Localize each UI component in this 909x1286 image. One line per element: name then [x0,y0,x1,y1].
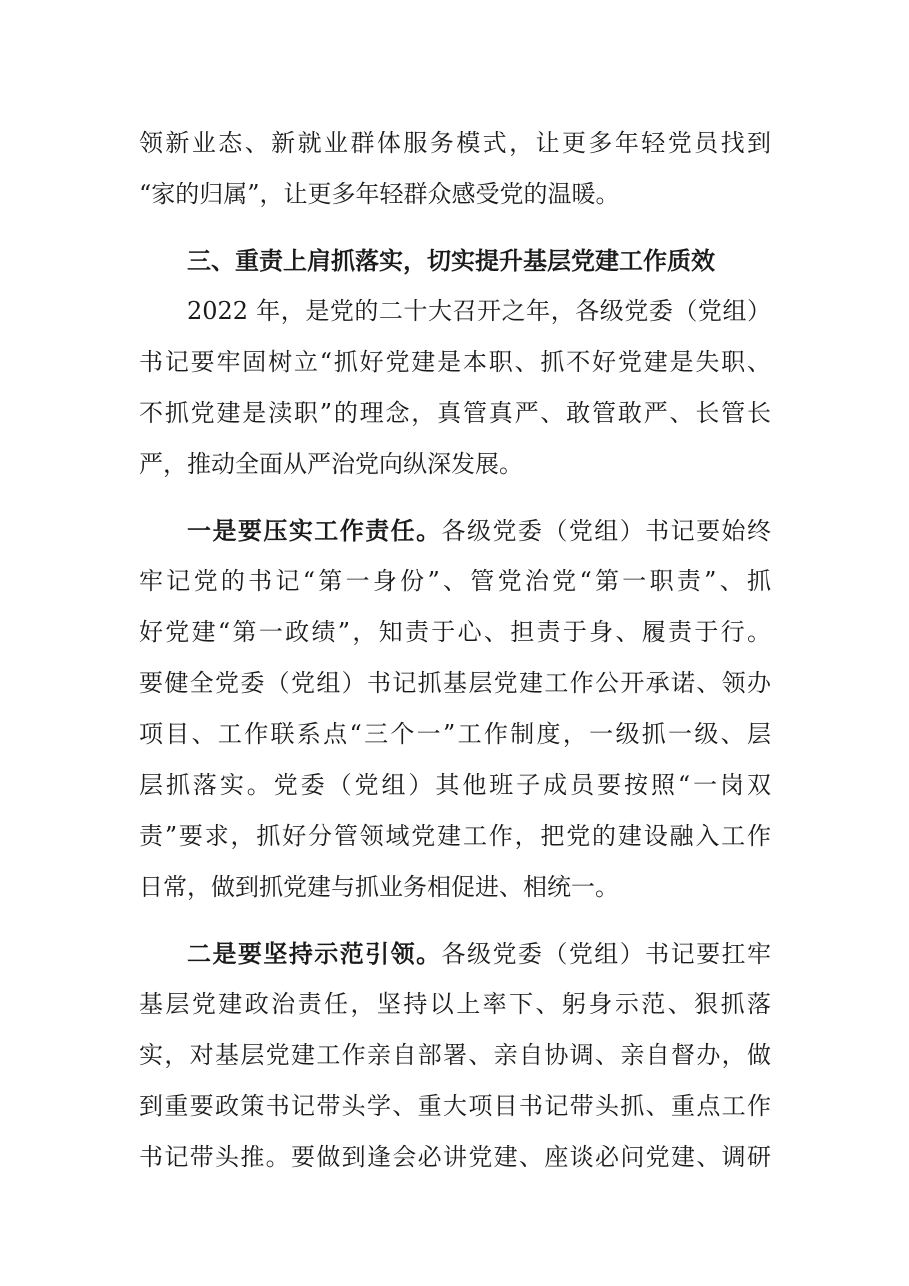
text-run: 各级党委（党组）书记要扛牢 [441,940,771,968]
paragraph-leadership [139,928,771,1183]
text-line: 基层党建政治责任，坚持以上率下、躬身示范、狠抓落 [139,990,771,1018]
text-line: 项目、工作联系点“三个一”工作制度，一级抓一级、层 [139,720,771,748]
text-line [139,505,771,556]
document-page [139,118,771,1183]
paragraph-2022 [139,286,771,490]
paragraph-continuation [139,118,771,220]
text-line: 牢记党的书记“第一身份”、管党治党“第一职责”、抓 [139,567,771,595]
text-run: 各级党委（党组）书记要始终 [441,517,771,545]
text-line: 领新业态、新就业群体服务模式，让更多年轻党员找到 [139,129,771,157]
text-line: 实，对基层党建工作亲自部署、亲自协调、亲自督办，做 [139,1041,771,1069]
text-line: 责”要求，抓好分管领域党建工作，把党的建设融入工作 [139,822,771,850]
paragraph-lead: 一是要压实工作责任。 [187,516,442,545]
text-line: 好党建“第一政绩”，知责于心、担责于身、履责于行。 [139,618,771,646]
text-line: 书记带头推。要做到逢会必讲党建、座谈必问党建、调研 [139,1143,771,1171]
text-line: 层抓落实。党委（党组）其他班子成员要按照“一岗双 [139,771,771,799]
text-line: “家的归属”，让更多年轻群众感受党的温暖。 [139,180,620,208]
text-line: 要健全党委（党组）书记抓基层党建工作公开承诺、领办 [139,669,771,697]
text-line: 日常，做到抓党建与抓业务相促进、相统一。 [139,873,619,901]
text-line: 书记要牢固树立“抓好党建是本职、抓不好党建是失职、 [139,348,771,376]
text-line: 2022 年，是党的二十大召开之年，各级党委（党组） [187,297,771,325]
text-line: 到重要政策书记带头学、重大项目书记带头抓、重点工作 [139,1092,771,1120]
text-line: 不抓党建是渎职”的理念，真管真严、敢管敢严、长管长 [139,399,771,427]
text-line [139,928,771,979]
text-line: 严，推动全面从严治党向纵深发展。 [139,450,523,478]
section-heading: 三、重责上肩抓落实，切实提升基层党建工作质效 [187,246,715,275]
paragraph-lead: 二是要坚持示范引领。 [187,939,442,968]
paragraph-responsibility [139,505,771,913]
